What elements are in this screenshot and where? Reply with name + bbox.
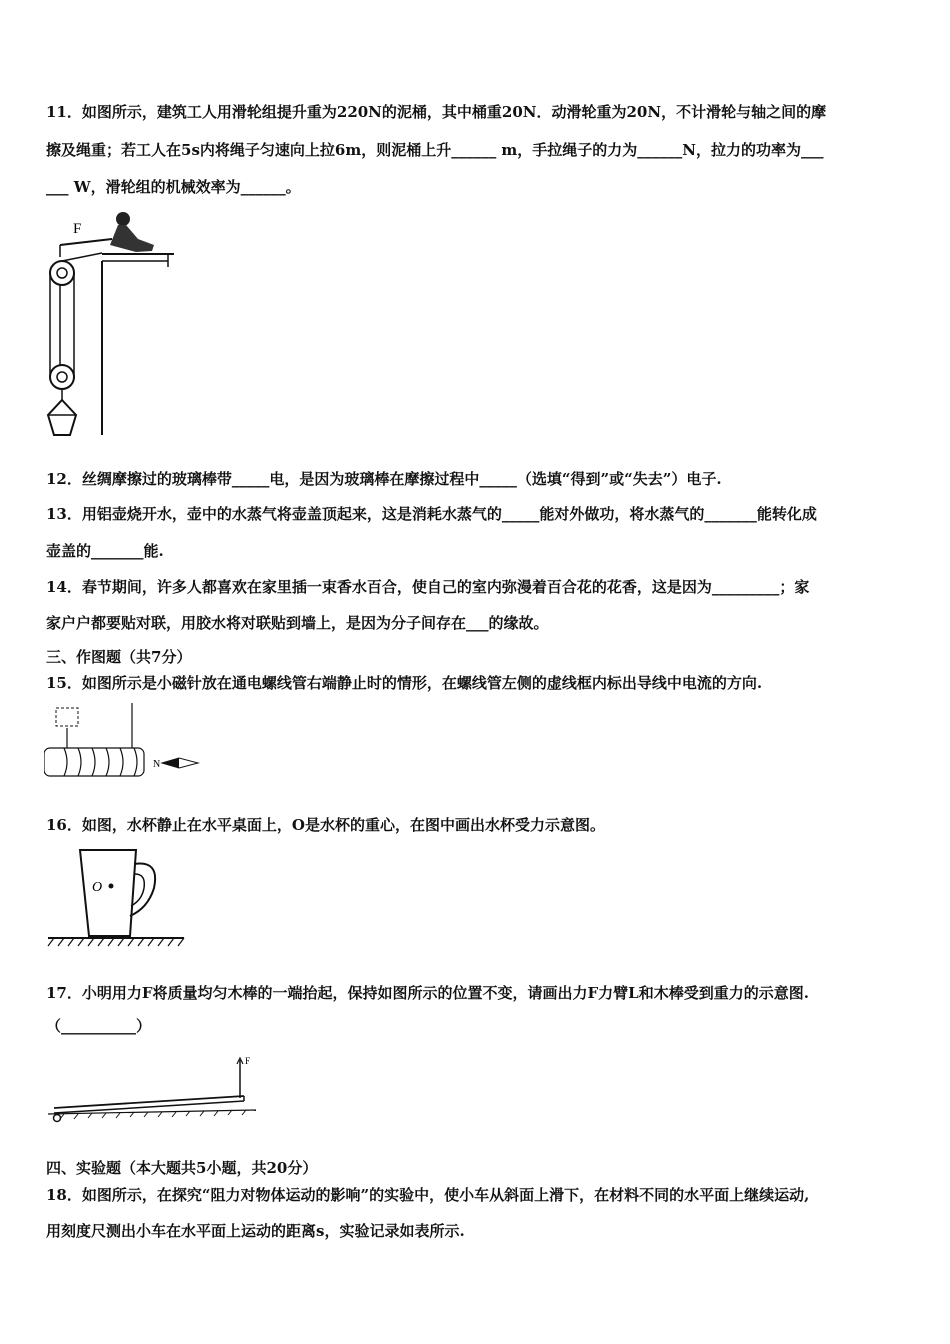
solenoid-figure <box>44 703 204 783</box>
needle-n-label: N <box>153 759 161 770</box>
pulley-figure <box>40 205 180 440</box>
q11-line3: ___ W，滑轮组的机械效率为______。 <box>46 178 301 196</box>
cup-center-label: O <box>92 880 103 895</box>
q15-line1: 15．如图所示是小磁针放在通电螺线管右端静止时的情形，在螺线管左侧的虚线框内标出导线中电流的方向. <box>46 674 763 692</box>
section4-title: 四、实验题（本大题共5小题，共20分） <box>46 1159 318 1177</box>
q17-line1: 17．小明用力F将质量均匀木棒的一端抬起，保持如图所示的位置不变，请画出力F力臂L和木棒受到重力的示意图. <box>46 984 809 1002</box>
cup-figure <box>44 846 189 951</box>
q11-line1: 11．如图所示，建筑工人用滑轮组提升重为220N的泥桶，其中桶重20N．动滑轮重为20N，不计滑轮与轴之间的摩 <box>46 103 827 121</box>
q14-line2: 家户户都要贴对联，用胶水将对联贴到墙上，是因为分子间存在___的缘故。 <box>46 614 549 632</box>
rod-force-label: F <box>245 1056 251 1066</box>
q18-line2: 用刻度尺测出小车在水平面上运动的距离s，实验记录如表所示. <box>46 1222 465 1240</box>
section3-title: 三、作图题（共7分） <box>46 648 192 666</box>
q16-line1: 16．如图，水杯静止在水平桌面上，O是水杯的重心，在图中画出水杯受力示意图。 <box>46 816 605 834</box>
q13-line1: 13．用铝壶烧开水，壶中的水蒸气将壶盖顶起来，这是消耗水蒸气的_____能对外做功，将水蒸气的_______能转化成 <box>46 505 817 523</box>
q11-line2: 擦及绳重；若工人在5s内将绳子匀速向上拉6m，则泥桶上升______ m，手拉绳子的力为______N，拉力的功率为___ <box>46 141 824 159</box>
pulley-force-label: F <box>73 221 82 237</box>
q14-line1: 14．春节期间，许多人都喜欢在家里插一束香水百合，使自己的室内弥漫着百合花的花香，这是因为_________；家 <box>46 578 810 596</box>
q17-line2: （__________） <box>46 1017 152 1035</box>
q12-line1: 12．丝绸摩擦过的玻璃棒带_____电，是因为玻璃棒在摩擦过程中_____（选填“得到”或“失去”）电子. <box>46 470 722 488</box>
rod-figure <box>44 1050 264 1130</box>
q18-line1: 18．如图所示，在探究“阻力对物体运动的影响”的实验中，使小车从斜面上滑下，在材料不同的水平面上继续运动, <box>46 1186 810 1204</box>
q13-line2: 壶盖的_______能. <box>46 542 164 560</box>
